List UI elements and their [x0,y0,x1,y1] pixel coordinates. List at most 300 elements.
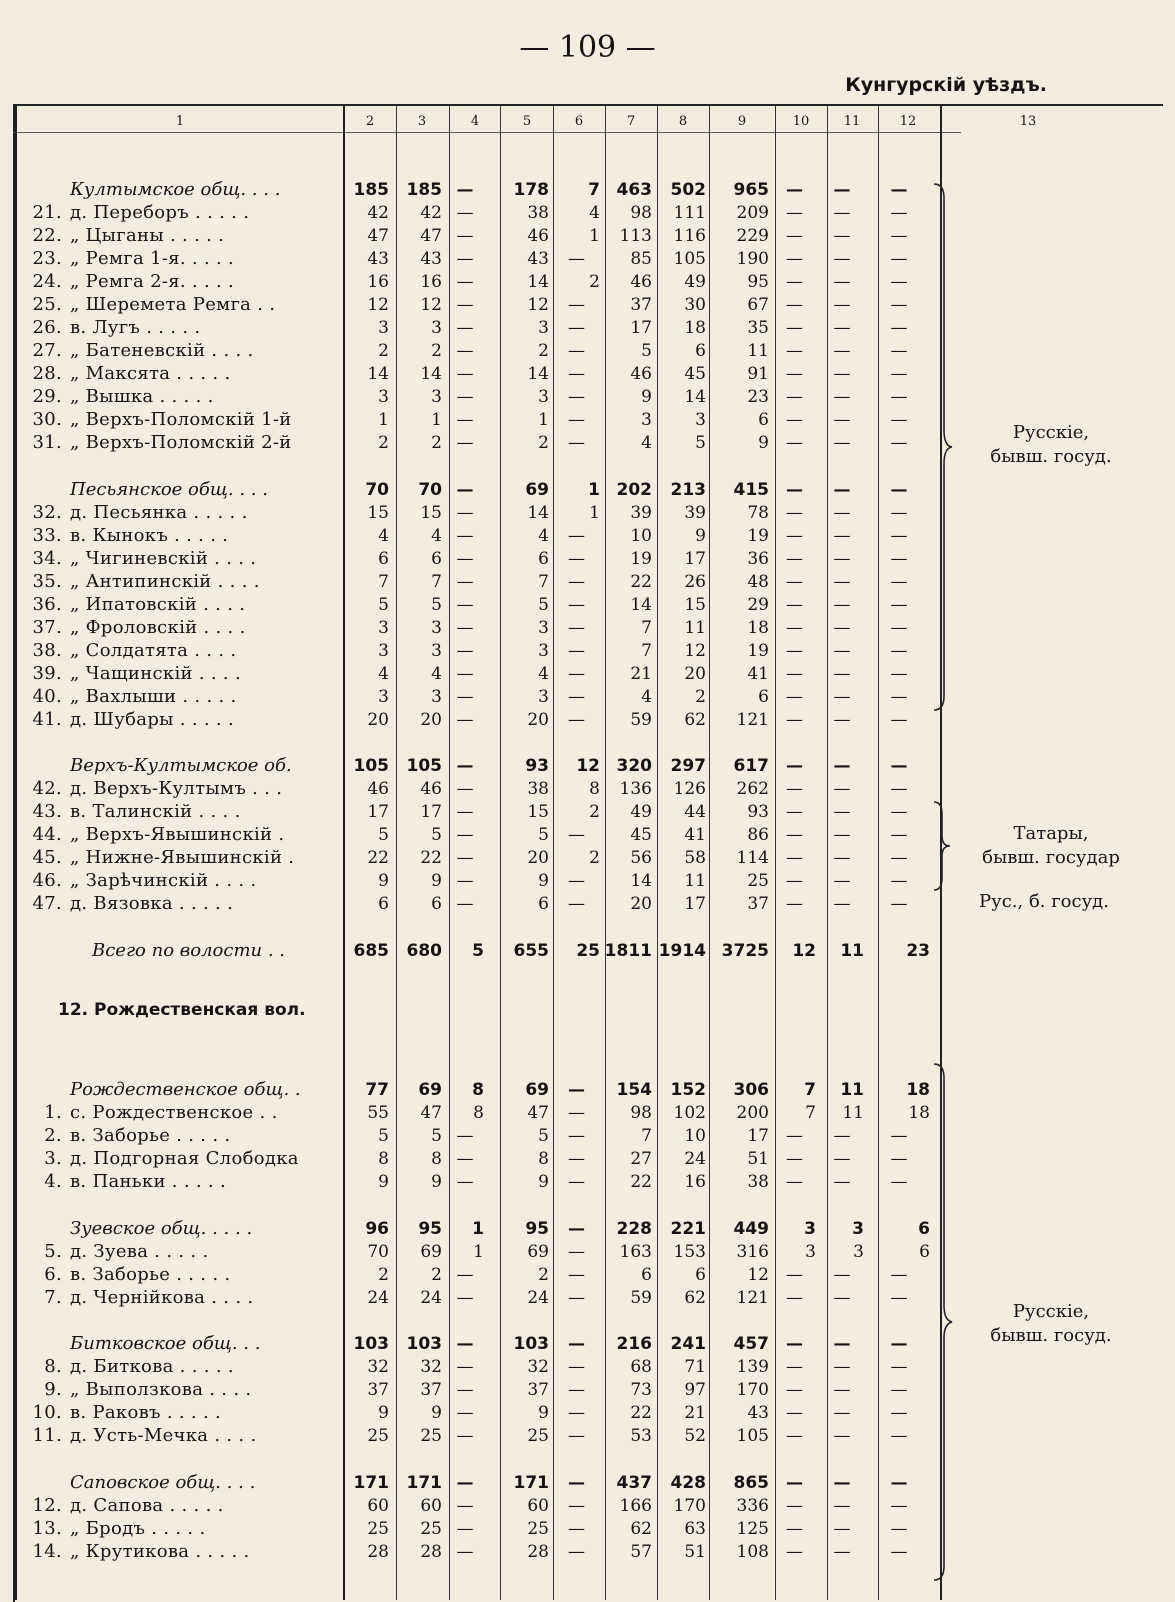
value-cell: 202 [616,479,652,500]
value-cell: 2 [538,341,549,361]
value-cell: — [568,1172,585,1192]
value-cell: 22 [367,848,389,868]
value-cell: 3 [378,640,389,661]
value-cell: — [890,203,908,223]
value-cell: 67 [747,295,769,315]
value-cell: — [786,848,803,868]
value-cell: — [833,663,851,684]
value-cell: — [786,502,803,523]
table-row [0,294,960,316]
value-cell: 12 [792,940,816,961]
value-cell: 9 [538,1403,549,1423]
value-cell: 3 [538,387,549,407]
value-cell: 4 [538,663,549,684]
table-row [0,548,960,570]
note-rus-vyazovka: Рус., б. госуд. [979,891,1109,912]
column-number: 10 [792,114,810,129]
value-cell: 9 [641,387,652,407]
value-cell: — [568,1103,585,1123]
value-cell: — [833,341,851,361]
row-number: 30. [32,409,62,430]
value-cell: 70 [367,1241,389,1262]
value-cell: 32 [367,1357,389,1377]
row-number: 34. [32,547,62,569]
value-cell: — [456,617,474,638]
value-cell: 60 [367,1495,389,1516]
group-row [0,179,960,201]
value-cell: 171 [353,1472,389,1493]
value-cell: 38 [747,1172,769,1192]
value-cell: 7 [641,640,652,661]
table-row [0,1495,960,1517]
value-cell: 69 [420,1241,442,1262]
value-cell: 30 [684,295,706,315]
value-cell: — [568,1126,585,1146]
value-cell: — [833,318,851,338]
value-cell: 60 [420,1495,442,1516]
note-line: бывш. госуд. [990,446,1112,467]
value-cell: 23 [906,940,930,961]
value-cell: — [833,802,851,822]
value-cell: — [833,364,851,384]
value-cell: 38 [527,779,549,799]
value-cell: 17 [630,318,652,338]
value-cell: — [786,1172,803,1192]
value-cell: 25 [367,1426,389,1446]
value-cell: 37 [527,1380,549,1400]
row-number: 38. [32,639,62,661]
value-cell: — [890,1541,908,1562]
value-cell: — [568,1472,585,1493]
value-cell: — [456,1357,474,1377]
value-cell: 39 [684,502,706,523]
value-cell: — [456,825,474,845]
value-cell: 1 [472,1218,484,1239]
value-cell: 3 [431,387,442,407]
value-cell: — [456,1426,474,1446]
value-cell: 3 [378,318,389,338]
value-cell: — [786,1149,803,1169]
value-cell: 17 [367,802,389,822]
value-cell: — [833,871,851,891]
value-cell: 8 [431,1149,442,1169]
value-cell: 86 [747,825,769,845]
value-cell: — [456,249,474,269]
table-row [0,870,960,892]
value-cell: 9 [378,1403,389,1423]
value-cell: — [833,686,851,707]
value-cell: — [786,686,803,707]
value-cell: 5 [538,1126,549,1146]
value-cell: 43 [527,249,549,269]
row-number: 32. [32,501,62,523]
value-cell: — [833,1541,851,1562]
settlement-name: д. Вязовка . . . . . [70,893,234,914]
value-cell: 15 [367,502,389,523]
settlement-name: в. Заборье . . . . . [70,1263,231,1285]
value-cell: 43 [367,249,389,269]
settlement-name: в. Талинскiй . . . . [70,801,241,822]
value-cell: 73 [630,1380,652,1400]
value-cell: — [890,871,908,891]
settlement-name: „ Верхъ-Поломскiй 2-й [70,432,292,453]
value-cell: 3 [538,686,549,707]
settlement-name: „ Зарѣчинскiй . . . . [70,870,257,891]
value-cell: 47 [527,1103,549,1123]
value-cell: — [456,571,474,592]
value-cell: 105 [353,756,389,776]
table-row [0,432,960,454]
value-cell: — [786,548,803,569]
value-cell: — [786,1357,803,1377]
value-cell: 2 [695,686,706,707]
value-cell: 3 [378,686,389,707]
table-row [0,1171,960,1193]
value-cell: 62 [630,1518,652,1539]
value-cell: — [568,249,585,269]
value-cell: — [786,387,803,407]
value-cell: 463 [616,180,652,200]
value-cell: — [568,1287,585,1308]
value-cell: — [456,387,474,407]
value-cell: 12 [684,640,706,661]
value-cell: — [833,1380,851,1400]
settlement-name: „ Антипинскiй . . . . [70,570,260,592]
value-cell: — [890,502,908,523]
value-cell: — [786,1264,803,1285]
row-number: 39. [32,662,62,684]
value-cell: — [890,1287,908,1308]
value-cell: — [833,848,851,868]
settlement-name: в. Паньки . . . . . [70,1171,226,1192]
settlement-name: д. Зуева . . . . . [70,1240,209,1262]
value-cell: 2 [431,341,442,361]
value-cell: 22 [630,1172,652,1192]
value-cell: — [568,871,585,891]
value-cell: — [833,410,851,430]
settlement-name: „ Максята . . . . . [70,363,231,384]
value-cell: 62 [684,1287,706,1308]
value-cell: — [833,203,851,223]
value-cell: — [456,226,474,246]
value-cell: 14 [684,387,706,407]
value-cell: — [786,180,803,200]
value-cell: 185 [353,180,389,200]
table-row [0,1402,960,1424]
value-cell: 70 [365,479,389,500]
value-cell: 98 [630,1103,652,1123]
value-cell: 77 [365,1080,389,1100]
column-number: 6 [574,114,584,129]
value-cell: — [456,663,474,684]
value-cell: 95 [418,1218,442,1239]
value-cell: 9 [378,1172,389,1192]
value-cell: 6 [641,1264,652,1285]
value-cell: 8 [473,1103,484,1123]
community-name: Саповское общ. . . . [70,1471,256,1493]
table-row [0,248,960,270]
column-number: 13 [1019,114,1037,129]
value-cell: 18 [908,1103,930,1123]
table-row [0,663,960,685]
value-cell: 6 [918,1218,930,1239]
value-cell: — [786,295,803,315]
value-cell: 22 [630,571,652,592]
community-name: Верхъ-Култымское об. [70,755,292,776]
value-cell: 3 [431,617,442,638]
value-cell: — [833,295,851,315]
note-line: Русскiе, [1012,422,1090,443]
value-cell: 5 [431,594,442,615]
value-cell: — [786,341,803,361]
value-cell: — [890,387,908,407]
value-cell: 2 [431,433,442,453]
value-cell: 52 [684,1426,706,1446]
value-cell: — [456,295,474,315]
value-cell: — [456,802,474,822]
value-cell: 26 [684,571,706,592]
value-cell: — [568,1149,585,1169]
value-cell: 5 [695,433,706,453]
value-cell: — [568,709,585,730]
value-cell: — [568,1426,585,1446]
value-cell: 14 [420,364,442,384]
value-cell: 19 [747,640,769,661]
value-cell: 125 [736,1518,769,1539]
value-cell: — [890,1472,908,1493]
value-cell: — [786,525,803,546]
value-cell: 680 [406,940,442,961]
value-cell: — [786,479,803,500]
settlement-name: в. Лугъ . . . . . [70,317,201,338]
value-cell: — [833,226,851,246]
value-cell: — [568,825,585,845]
value-cell: 11 [840,940,864,961]
row-number: 31. [32,432,62,453]
value-cell: 12 [367,295,389,315]
value-cell: 46 [630,364,652,384]
value-cell: 22 [630,1403,652,1423]
value-cell: 2 [589,272,600,292]
value-cell: 69 [527,1241,549,1262]
value-cell: 4 [431,525,442,546]
value-cell: 53 [630,1426,652,1446]
value-cell: 37 [747,894,769,914]
value-cell: 41 [684,825,706,845]
value-cell: — [456,1172,474,1192]
row-number: 9. [44,1379,62,1400]
value-cell: — [890,249,908,269]
value-cell: 3 [852,1218,864,1239]
value-cell: — [456,1541,474,1562]
value-cell: 25 [367,1518,389,1539]
value-cell: 9 [378,871,389,891]
value-cell: 7 [431,571,442,592]
value-cell: 58 [684,848,706,868]
value-cell: 38 [527,203,549,223]
value-cell: 17 [684,548,706,569]
value-cell: 170 [673,1495,706,1516]
value-cell: — [833,1518,851,1539]
value-cell: — [786,1403,803,1423]
value-cell: 44 [684,802,706,822]
value-cell: 46 [630,272,652,292]
value-cell: 121 [736,1287,769,1308]
value-cell: — [456,1495,474,1516]
value-cell: — [890,410,908,430]
table-row [0,893,960,915]
value-cell: 47 [420,226,442,246]
value-cell: — [786,410,803,430]
value-cell: 14 [527,272,549,292]
value-cell: — [568,640,585,661]
value-cell: 103 [513,1334,549,1354]
row-number: 13. [32,1517,62,1539]
value-cell: — [786,1334,803,1354]
value-cell: — [786,594,803,615]
value-cell: 108 [736,1541,769,1562]
value-cell: 39 [630,502,652,523]
value-cell: 21 [630,663,652,684]
value-cell: 7 [538,571,549,592]
value-cell: — [786,640,803,661]
value-cell: 5 [431,825,442,845]
section-title: 12. Рождественская вол. [58,999,306,1020]
value-cell: — [833,825,851,845]
value-cell: 32 [420,1357,442,1377]
value-cell: — [890,594,908,615]
value-cell: 95 [747,272,769,292]
settlement-name: „ Крутикова . . . . . [70,1540,250,1562]
value-cell: 5 [378,594,389,615]
table-row [0,686,960,708]
settlement-name: в. Раковъ . . . . . [70,1402,222,1423]
value-cell: 28 [367,1541,389,1562]
value-cell: 9 [431,1403,442,1423]
value-cell: 103 [406,1334,442,1354]
value-cell: — [456,525,474,546]
settlement-name: „ Нижне-Явышинскiй . [70,847,295,868]
value-cell: — [890,617,908,638]
value-cell: — [786,272,803,292]
value-cell: 48 [747,571,769,592]
value-cell: — [456,1472,474,1493]
row-number: 27. [32,340,62,361]
value-cell: 15 [420,502,442,523]
value-cell: 32 [527,1357,549,1377]
value-cell: — [786,779,803,799]
value-cell: — [456,640,474,661]
value-cell: — [833,1172,851,1192]
table-row [0,1356,960,1378]
page-number: — 109 — [519,30,656,65]
value-cell: 1 [538,410,549,430]
value-cell: 47 [420,1103,442,1123]
row-number: 41. [32,708,62,730]
value-cell: — [456,502,474,523]
row-number: 8. [44,1356,62,1377]
value-cell: 3 [538,318,549,338]
column-number: 11 [843,114,861,129]
column-number: 8 [678,114,688,129]
value-cell: — [568,410,585,430]
value-cell: — [568,594,585,615]
value-cell: 20 [527,709,549,730]
value-cell: — [890,571,908,592]
value-cell: 6 [695,341,706,361]
value-cell: 51 [684,1541,706,1562]
value-cell: — [890,779,908,799]
value-cell: — [890,1149,908,1169]
value-cell: — [456,318,474,338]
value-cell: 63 [684,1518,706,1539]
table-row [0,1241,960,1263]
value-cell: — [833,249,851,269]
group-row [0,1218,960,1240]
value-cell: 12 [527,295,549,315]
value-cell: 965 [733,180,769,200]
value-cell: 15 [684,594,706,615]
value-cell: 5 [641,341,652,361]
value-cell: 43 [420,249,442,269]
value-cell: 27 [630,1149,652,1169]
value-cell: 19 [630,548,652,569]
value-cell: 5 [378,1126,389,1146]
value-cell: — [890,686,908,707]
value-cell: — [833,272,851,292]
value-cell: — [786,203,803,223]
value-cell: — [568,387,585,407]
settlement-name: „ Чащинскiй . . . . [70,662,241,684]
value-cell: 25 [420,1426,442,1446]
value-cell: 43 [747,1403,769,1423]
value-cell: — [890,802,908,822]
value-cell: 17 [684,894,706,914]
value-cell: — [786,1426,803,1446]
value-cell: — [786,709,803,730]
community-name: Култымское общ. . . . [70,179,281,200]
row-number: 11. [32,1425,62,1446]
value-cell: 316 [736,1241,769,1262]
value-cell: 3 [431,640,442,661]
value-cell: 5 [378,825,389,845]
value-cell: 3 [853,1241,864,1262]
value-cell: 51 [747,1149,769,1169]
value-cell: 2 [538,1264,549,1285]
row-number: 26. [32,317,62,338]
value-cell: — [568,1218,585,1239]
column-number: 1 [175,114,185,129]
row-number: 21. [32,202,62,223]
value-cell: 2 [431,1264,442,1285]
value-cell: — [833,571,851,592]
value-cell: 15 [527,802,549,822]
value-cell: 415 [733,479,769,500]
settlement-name: „ Фроловскiй . . . . [70,616,246,638]
value-cell: 1914 [658,940,706,961]
value-cell: 9 [538,871,549,891]
value-cell: 228 [616,1218,652,1239]
value-cell: 3 [431,318,442,338]
settlement-name: с. Рождественское . . [70,1102,278,1123]
table-row [0,225,960,247]
value-cell: 20 [420,709,442,730]
settlement-name: „ Шеремета Ремга . . [70,294,276,315]
value-cell: — [456,779,474,799]
value-cell: — [833,525,851,546]
value-cell: 6 [919,1241,930,1262]
settlement-name: „ Бродъ . . . . . [70,1517,206,1539]
